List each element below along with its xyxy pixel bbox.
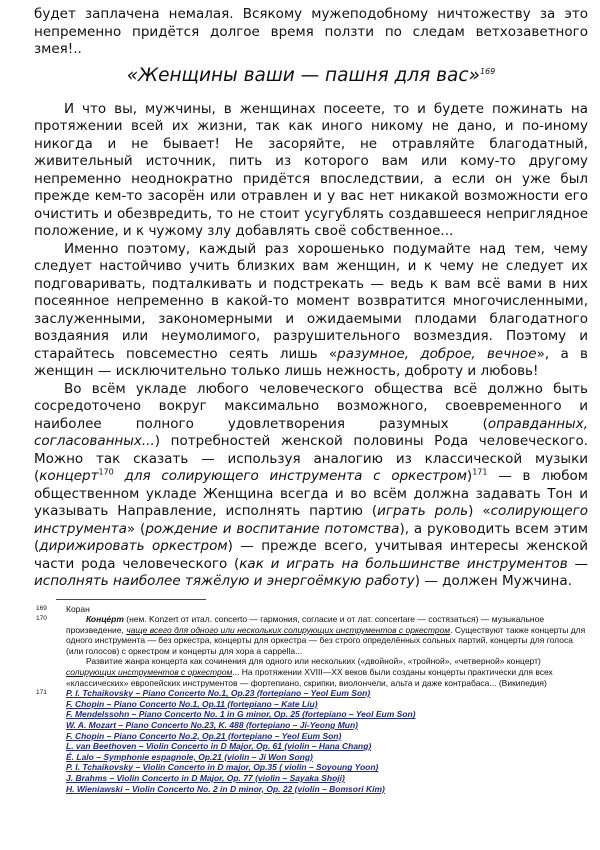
footnote-ref-170[interactable]: 170 (98, 467, 114, 477)
footnote-170: 170 Конце́рт (нем. Konzert от итал. concerto — гармония, согласие и от лат. concertare — состязаться) — музыкальное произведение, чаще всего для одного или нескольких солирующих инструментов с оркестром. Существуют также концерты для одного инструмента — без оркестра, концерты для оркестра — без строго определённых сольных партий, концерты для голоса (или голосов) с оркестром и концерты для хора a cappella... Развитие жанра концерта как сочинения для одного или нескольких («двойной», «тройной», «четверной» концерт) солирующих инструментов с оркестром... На протяжении XVIII—XX веков были созданы концерты практически для всех «классических» европейских инструментов — фортепиано, скрипки, виолончели, альта и даже контрабаса... (Википедия) (36, 614, 586, 688)
concert-link-2[interactable]: F. Chopin – Piano Concerto No.1, Op.11 (fortepiano – Kate Liu) (66, 698, 318, 709)
concert-link-1[interactable]: P. I. Tchaikovsky – Piano Concerto No.1, Op.23 (fortepiano – Yeol Eum Son) (66, 688, 371, 699)
footnote-ref-171[interactable]: 171 (472, 467, 488, 477)
footnote-divider (56, 599, 206, 600)
term-concert: Конце́рт (86, 614, 124, 625)
footnote-169: 169 Коран (36, 603, 90, 614)
concert-link-3[interactable]: F. Mendelssohn – Piano Concerto No. 1 in G minor, Op. 25 (fortepiano – Yeol Eum Son) (66, 709, 416, 720)
concert-link-7[interactable]: É. Lalo – Symphonie espagnole, Op.21 (violin – Ji Won Song) (66, 751, 313, 762)
concert-link-6[interactable]: L. van Beethoven – Violin Concerto in D Major, Op. 61 (violin – Hana Chang) (66, 741, 372, 752)
paragraph-3: Во всём укладе любого человеческого общества всё должно быть сосредоточено вокруг максимально возможного, своевременного и наиболее полного удовлетворения разумных (оправданных, согласованных...) потребностей женской половины Рода человеческого. Можно так сказать — используя аналогию из классической музыки (концерт$^{170}$ для солирующего инструмента с оркестром)$^{171}$ — в любом общественном укладе Женщина всегда и во всём должна задавать Тон и указывать Направление, исполнять партию (играть роль) «солирующего инструмента» (рождение и воспитание потомства), а руководить всем этим (дирижировать оркестром) — прежде всего, учитывая интересы женской части рода человеческого (как и играть на большинстве инструментов — исполнять наиболее тяжёлую и энергоёмкую работу) — должен Мужчина. (34, 380, 589, 589)
concert-link-10[interactable]: H. Wieniawski – Violin Concerto No. 2 in D minor, Op. 22 (violin – Bomsori Kim) (66, 783, 385, 794)
intro-paragraph: будет заплачена немалая. Всякому мужеподобному ничтожеству за это непременно придётся долгое время ползти по следам ветхозаветного змея!.. (34, 6, 588, 57)
section-heading (34, 65, 588, 87)
heading-footnote-ref[interactable]: 169 (479, 66, 496, 76)
paragraph-2: Именно поэтому, каждый раз хорошенько подумайте над тем, чему следует настойчиво учить близких вам женщин, и к чему не следует их подговаривать, подталкивать и подстрекать — ведь к вам всё вами в них посеянное непременно в какой-то момент возвратится многочисленными, заслуженными, закономерными и ожидаемыми плодами благодатного воздаяния или неумолимого, разрушительного возмездия. Поэтому и старайтесь повсеместно сеять лишь «разумное, доброе, вечное», а в женщин — исключительно только лишь нежность, доброту и любовь! (34, 240, 588, 379)
paragraph-1: И что вы, мужчины, в женщинах посеете, то и будете пожинать на протяжении всей их жизни, так как иного никому не дано, и по-иному никогда и не бывает! Не засоряйте, не отравляйте благодатный, живительный источник, пить из которого вам или кому-то другому непременно неоднократно придётся впоследствии, а если он уже был прежде кем-то засорён или отравлен и у вас нет никакой возможности его очистить и обезвредить, то не стоит усугублять создавшееся неприглядное положение, и к чужому злу добавлять своё собственное... (34, 100, 588, 239)
concert-link-9[interactable]: J. Brahms – Violin Concerto in D Major, Op. 77 (violin – Sayaka Shoji) (66, 773, 345, 783)
concert-link-5[interactable]: F. Chopin – Piano Concerto No.2, Op.21 (fortepiano – Yeol Eum Son) (66, 730, 342, 741)
concert-link-8[interactable]: P. I. Tchaikovsky – Violin Concerto in D major, Op.35 ( violin – Soyoung Yoon) (66, 762, 379, 773)
heading-text: «Женщины ваши — пашня для вас» (126, 64, 480, 86)
footnote-171: 171 P. I. Tchaikovsky – Piano Concerto No.1, Op.23 (fortepiano – Yeol Eum Son) F. Chopin – Piano Concerto No.1, Op.11 (fortepiano – Kate Liu) F. Mendelssohn – Piano Concerto No. 1 in G minor, Op. 25 (fortepiano – Yeol Eum Son) W. A. Mozart – Piano Concerto No.23, K. 488 (fortepiano – Ji-Yeong Mun) F. Chopin – Piano Concerto No.2, Op.21 (fortepiano – Yeol Eum Son) L. van Beethoven – Violin Concerto in D Major, Op. 61 (violin – Hana Chang) É. Lalo – Symphonie espagnole, Op.21 (violin – Ji Won Song) P. I. Tchaikovsky – Violin Concerto in D major, Op.35 ( violin – Soyoung Yoon) J. Brahms – Violin Concerto in D Major, Op. 77 (violin – Sayaka Shoji) H. Wieniawski – Violin Concerto No. 2 in D minor, Op. 22 (violin – Bomsori Kim) (34, 688, 588, 794)
concert-link-4[interactable]: W. A. Mozart – Piano Concerto No.23, K. 488 (fortepiano – Ji-Yeong Mun) (66, 720, 359, 731)
